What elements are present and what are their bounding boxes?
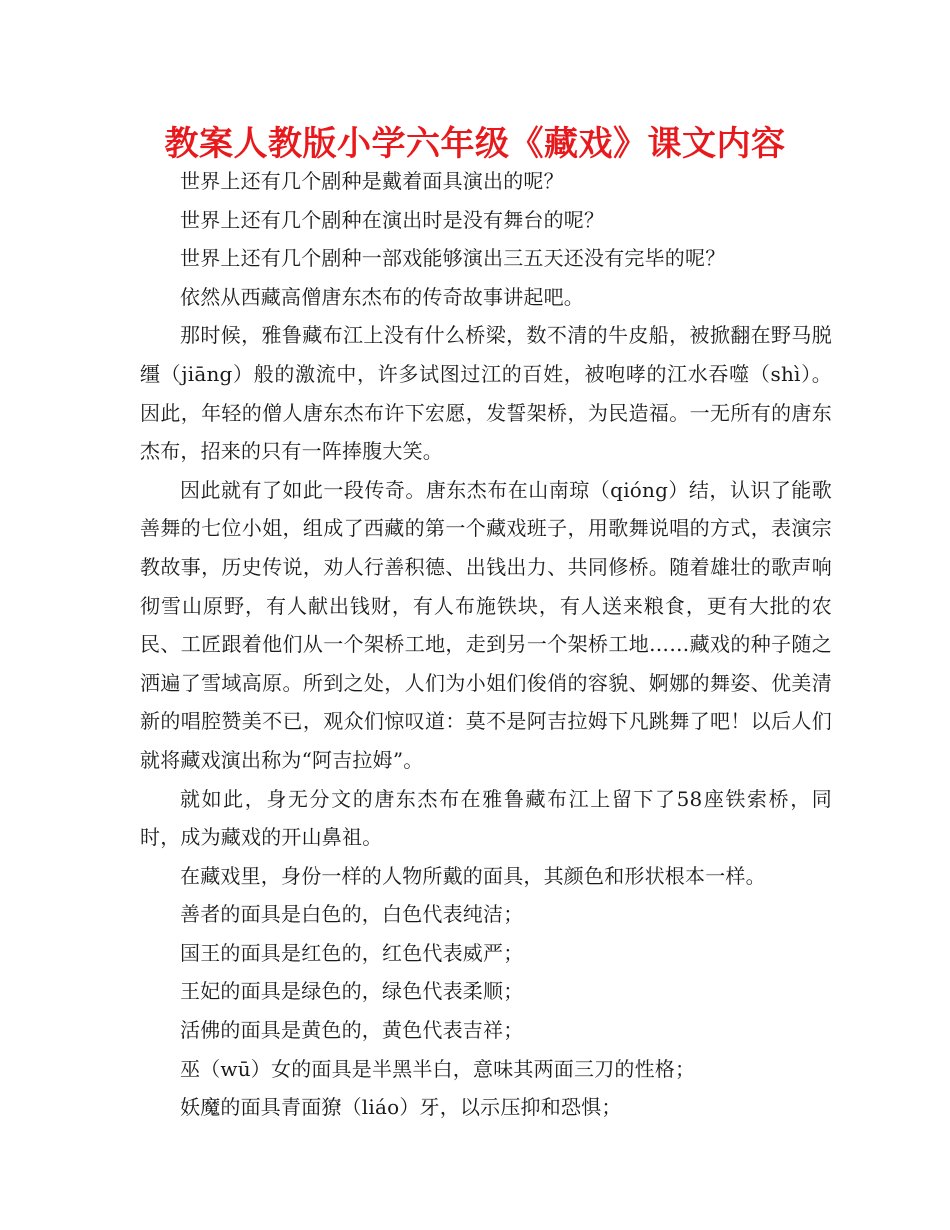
paragraph: 就如此，身无分文的唐东杰布在雅鲁藏布江上留下了58座铁索桥，同时，成为藏戏的开山鼻祖。 (140, 786, 832, 850)
paragraph: 巫（wū）女的面具是半黑半白，意味其两面三刀的性格； (180, 1056, 696, 1081)
paragraph: 王妃的面具是绿色的，绿色代表柔顺； (180, 979, 524, 1004)
paragraph: 世界上还有几个剧种是戴着面具演出的呢？ (180, 169, 564, 193)
paragraph: 活佛的面具是黄色的，黄色代表吉祥； (180, 1018, 524, 1043)
paragraph: 因此就有了如此一段传奇。唐东杰布在山南琼（qióng）结，认识了能歌善舞的七位小姐，组成了西藏的第一个藏戏班子，用歌舞说唱的方式，表演宗教故事，历史传说，劝人行善积德、出钱出力、共同修桥。随着雄壮的歌声响彻雪山原野，有人献出钱财，有人布施铁块，有人送来粮食，更有大批的农民、工匠跟着他们从一个架桥工地，走到另一个架桥工地……藏戏的种子随之洒遍了雪域高原。所到之处，人们为小姐们俊俏的容貌、婀娜的舞姿、优美清新的唱腔赞美不已，观众们惊叹道：莫不是阿吉拉姆下凡跳舞了吧！以后人们就将藏戏演出称为“阿吉拉姆”。 (140, 477, 832, 772)
paragraph: 国王的面具是红色的，红色代表威严； (180, 940, 524, 965)
paragraph: 世界上还有几个剧种在演出时是没有舞台的呢？ (180, 207, 605, 232)
paragraph: 妖魔的面具青面獠（liáo）牙，以示压抑和恐惧； (180, 1095, 622, 1120)
paragraph: 那时候，雅鲁藏布江上没有什么桥梁，数不清的牛皮船，被掀翻在野马脱缰（jiāng）般的激流中，许多试图过江的百姓，被咆哮的江水吞噬（shì）。因此，年轻的僧人唐东杰布许下宏愿，发誓架桥，为民造福。一无所有的唐东杰布，招来的只有一阵捧腹大笑。 (140, 323, 832, 464)
paragraph: 在藏戏里，身份一样的人物所戴的面具，其颜色和形状根本一样。 (180, 863, 766, 888)
document-body (140, 162, 832, 1127)
document-title: 教案人教版小学六年级《藏戏》课文内容 (164, 124, 786, 164)
paragraph: 善者的面具是白色的，白色代表纯洁； (180, 902, 524, 927)
paragraph: 世界上还有几个剧种一部戏能够演出三五天还没有完毕的呢？ (180, 246, 726, 271)
paragraph: 依然从西藏高僧唐东杰布的传奇故事讲起吧。 (180, 284, 584, 309)
